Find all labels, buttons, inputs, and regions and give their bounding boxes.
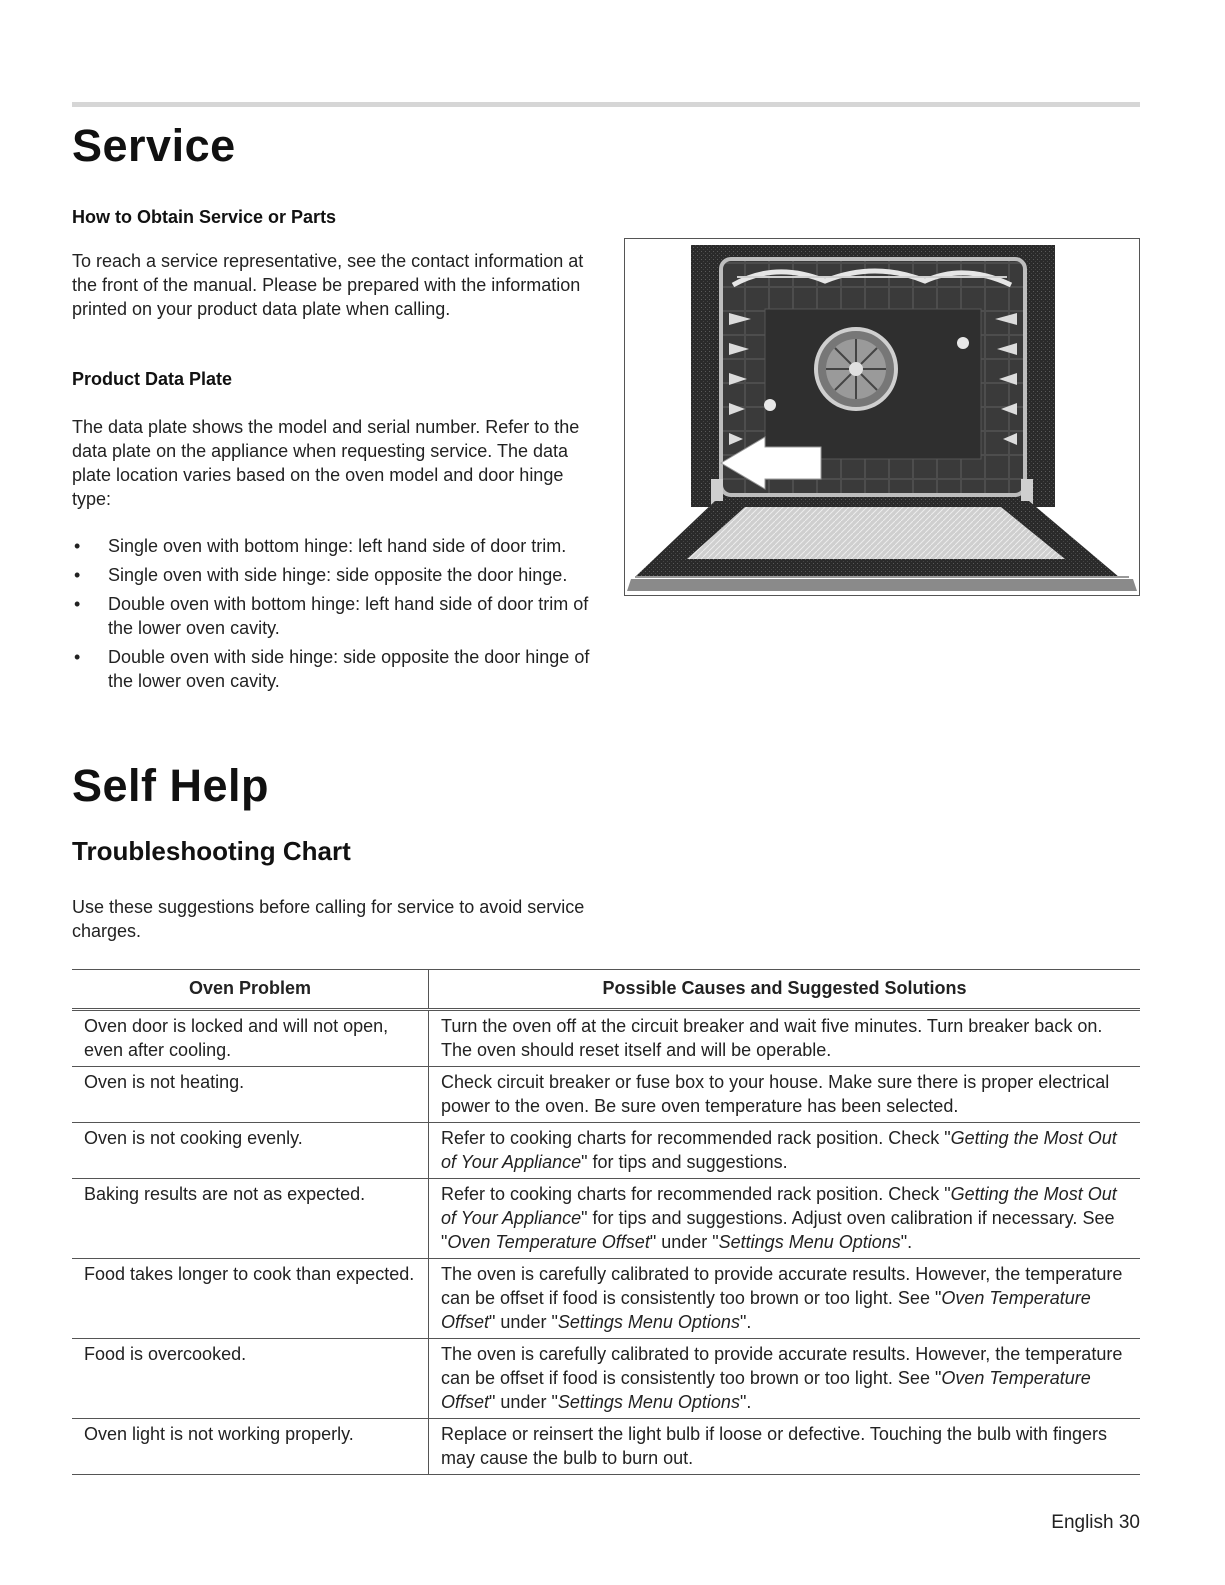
- troubleshooting-intro: Use these suggestions before calling for service to avoid service charges.: [72, 897, 585, 941]
- table-row: [72, 1067, 1140, 1123]
- problem-cell: Baking results are not as expected.: [72, 1179, 429, 1259]
- column-header-solutions: Possible Causes and Suggested Solutions: [429, 970, 1141, 1010]
- table-row: [72, 1259, 1140, 1339]
- list-item: • Single oven with bottom hinge: left hand side of door trim.: [74, 536, 567, 556]
- bullet-icon: •: [74, 565, 81, 585]
- table-row: [72, 1419, 1140, 1475]
- problem-cell: Food is overcooked.: [72, 1339, 429, 1419]
- troubleshooting-chart-heading: Troubleshooting Chart: [72, 836, 351, 866]
- solution-cell: Refer to cooking charts for recommended rack position. Check "Getting the Most Out of Your Appliance" for tips and suggestions.: [429, 1123, 1141, 1179]
- solution-cell: The oven is carefully calibrated to provide accurate results. However, the temperature can be offset if food is consistently too brown or too light. See "Oven Temperature Offset" under "Settings Menu Options".: [429, 1259, 1141, 1339]
- problem-cell: Oven door is locked and will not open, even after cooling.: [72, 1010, 429, 1067]
- obtain-service-heading: How to Obtain Service or Parts: [72, 207, 337, 227]
- data-plate-location-list: [72, 534, 592, 698]
- problem-cell: Oven is not heating.: [72, 1067, 429, 1123]
- table-row: [72, 1123, 1140, 1179]
- product-data-plate-text: The data plate shows the model and serial number. Refer to the data plate on the appliance when requesting service. The data plate location varies based on the oven model and door hinge type:: [72, 417, 580, 509]
- oven-data-plate-illustration: [624, 238, 1140, 596]
- table-row: [72, 1179, 1140, 1259]
- list-item: • Double oven with side hinge: side opposite the door hinge of the lower oven cavity.: [74, 647, 590, 691]
- self-help-title: Self Help: [72, 760, 270, 811]
- column-header-problem: Oven Problem: [72, 970, 429, 1010]
- bullet-icon: •: [74, 594, 81, 614]
- obtain-service-text: To reach a service representative, see the contact information at the front of the manual. Please be prepared with the information printed on your product data plate when calling.: [72, 251, 584, 319]
- troubleshooting-table: [72, 969, 1140, 1475]
- solution-cell: The oven is carefully calibrated to provide accurate results. However, the temperature can be offset if food is consistently too brown or too light. See "Oven Temperature Offset" under "Settings Menu Options".: [429, 1339, 1141, 1419]
- table-row: [72, 1010, 1140, 1067]
- list-item: • Double oven with bottom hinge: left hand side of door trim of the lower oven cavity.: [74, 594, 589, 638]
- problem-cell: Food takes longer to cook than expected.: [72, 1259, 429, 1339]
- bullet-icon: •: [74, 536, 81, 556]
- list-item: • Single oven with side hinge: side opposite the door hinge.: [74, 565, 568, 585]
- problem-cell: Oven is not cooking evenly.: [72, 1123, 429, 1179]
- top-rule: [72, 102, 1140, 107]
- solution-cell: Check circuit breaker or fuse box to your house. Make sure there is proper electrical power to the oven. Be sure oven temperature has been selected.: [429, 1067, 1141, 1123]
- bullet-icon: •: [74, 647, 81, 667]
- problem-cell: Oven light is not working properly.: [72, 1419, 429, 1475]
- page-number: English 30: [1051, 1512, 1140, 1533]
- oven-interior-image: [625, 239, 1139, 595]
- service-title: Service: [72, 120, 236, 171]
- product-data-plate-heading: Product Data Plate: [72, 369, 233, 389]
- solution-cell: Turn the oven off at the circuit breaker and wait five minutes. Turn breaker back on. The oven should reset itself and will be operable.: [429, 1010, 1141, 1067]
- table-row: [72, 1339, 1140, 1419]
- solution-cell: Replace or reinsert the light bulb if loose or defective. Touching the bulb with fingers may cause the bulb to burn out.: [429, 1419, 1141, 1475]
- table-header-row: [72, 970, 1140, 1010]
- solution-cell: Refer to cooking charts for recommended rack position. Check "Getting the Most Out of Your Appliance" for tips and suggestions. Adjust oven calibration if necessary. See "Oven Temperature Offset" under "Settings Menu Options".: [429, 1179, 1141, 1259]
